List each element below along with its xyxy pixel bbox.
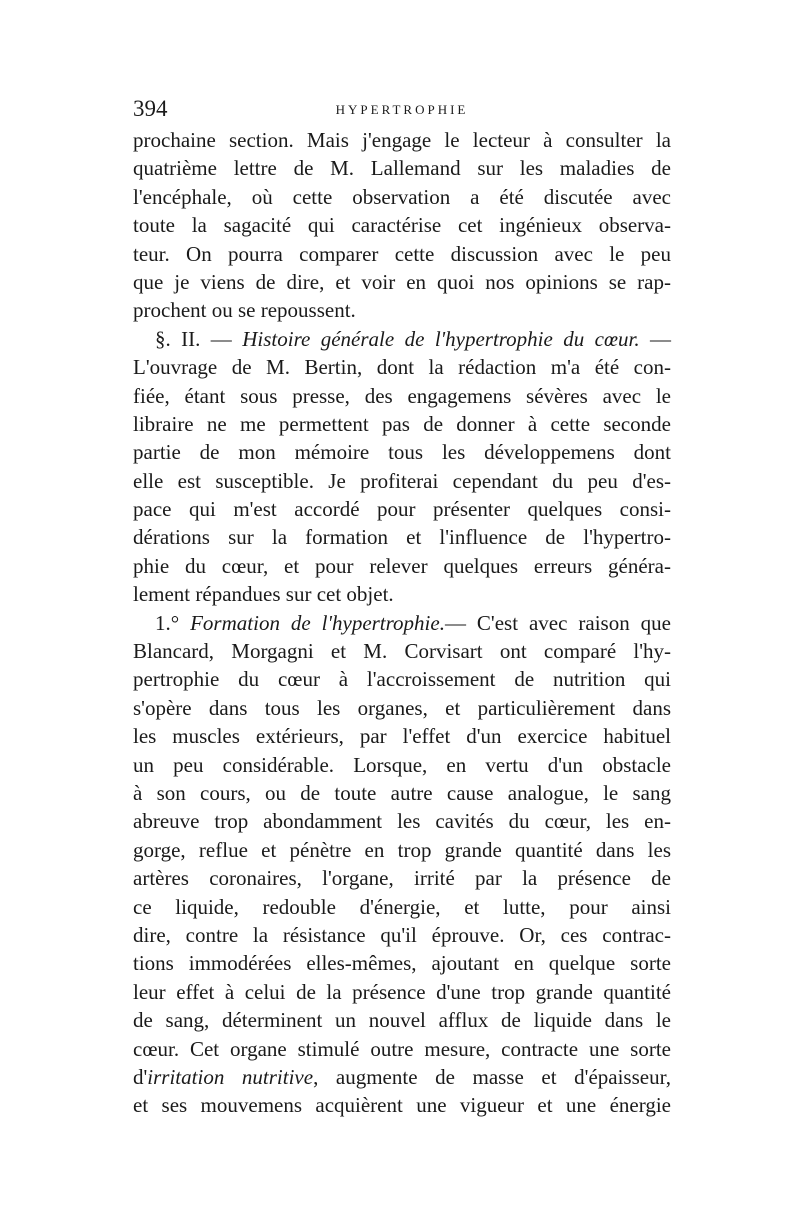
- text-line: leur effet à celui de la présence d'une trop grande quantité: [133, 979, 671, 1004]
- text-line: l'encéphale, où cette observation a été discutée avec: [133, 184, 671, 209]
- text-line: pertrophie du cœur à l'accroissement de nutrition qui: [133, 667, 671, 692]
- text-line: à son cours, ou de toute autre cause analogue, le sang: [133, 780, 671, 805]
- text-line: partie de mon mémoire tous les développemens dont: [133, 440, 671, 465]
- text-line: pace qui m'est accordé pour présenter quelques consi-: [133, 497, 671, 522]
- text-line: Blancard, Morgagni et M. Corvisart ont comparé l'hy-: [133, 639, 671, 664]
- page-number: 394: [133, 96, 168, 121]
- text-line: lement répandues sur cet objet.: [133, 582, 394, 607]
- text-line: artères coronaires, l'organe, irrité par la présence de: [133, 866, 671, 891]
- book-page: [133, 96, 671, 1120]
- text-line: ce liquide, redouble d'énergie, et lutte, pour ainsi: [133, 894, 671, 919]
- text-line: abreuve trop abondamment les cavités du cœur, les en-: [133, 809, 671, 834]
- italic-term: irritation nutritive: [147, 1064, 314, 1089]
- text-line: de sang, déterminent un nouvel afflux de liquide dans le: [133, 1008, 671, 1033]
- text-line: toute la sagacité qui caractérise cet ingénieux observa-: [133, 213, 671, 238]
- text-line: L'ouvrage de M. Bertin, dont la rédaction m'a été con-: [133, 355, 671, 380]
- text-line: quatrième lettre de M. Lallemand sur les maladies de: [133, 156, 671, 181]
- text-line: [133, 1063, 671, 1091]
- text-line: cœur. Cet organe stimulé outre mesure, contracte une sorte: [133, 1036, 671, 1061]
- text-line: les muscles extérieurs, par l'effet d'un exercice habituel: [133, 724, 671, 749]
- text-line: que je viens de dire, et voir en quoi nos opinions se rap-: [133, 269, 671, 294]
- text-line: s'opère dans tous les organes, et particulièrement dans: [133, 695, 671, 720]
- running-head: [133, 96, 671, 126]
- text-fragment: d': [133, 1064, 148, 1089]
- text-line: dire, contre la résistance qu'il éprouve. Or, ces contrac-: [133, 922, 671, 947]
- text-line: teur. On pourra comparer cette discussion avec le peu: [133, 241, 671, 266]
- text-line: gorge, reflue et pénètre en trop grande quantité dans les: [133, 837, 671, 862]
- section-title: Histoire générale de l'hypertrophie du cœur.: [242, 326, 640, 351]
- text-line: et ses mouvemens acquièrent une vigueur et une énergie: [133, 1093, 671, 1118]
- body-text: [133, 126, 671, 1120]
- running-title: HYPERTROPHIE: [335, 102, 469, 117]
- text-line: libraire ne me permettent pas de donner à cette seconde: [133, 411, 671, 436]
- subsection-text: — C'est avec raison que: [444, 610, 671, 635]
- text-line: prochaine section. Mais j'engage le lecteur à consulter la: [133, 128, 671, 152]
- section-dash: —: [639, 326, 672, 351]
- text-line: un peu considérable. Lorsque, en vertu d'un obstacle: [133, 752, 671, 777]
- subsection-title: Formation de l'hypertrophie.: [190, 610, 445, 635]
- text-fragment: , augmente de masse et d'épaisseur,: [313, 1064, 671, 1089]
- text-line: tions immodérées elles-mêmes, ajoutant en quelque sorte: [133, 951, 671, 976]
- text-line: elle est susceptible. Je profiterai cependant du peu d'es-: [133, 468, 671, 493]
- text-line: prochent ou se repoussent.: [133, 298, 356, 323]
- text-line: phie du cœur, et pour relever quelques erreurs généra-: [133, 553, 671, 578]
- section-heading: [133, 325, 671, 353]
- subsection-heading: [133, 609, 671, 637]
- text-line: dérations sur la formation et l'influence de l'hypertro-: [133, 525, 671, 550]
- text-line: fiée, étant sous presse, des engagemens sévères avec le: [133, 383, 671, 408]
- section-number: §. II. —: [155, 326, 243, 351]
- subsection-number: 1.°: [155, 610, 191, 635]
